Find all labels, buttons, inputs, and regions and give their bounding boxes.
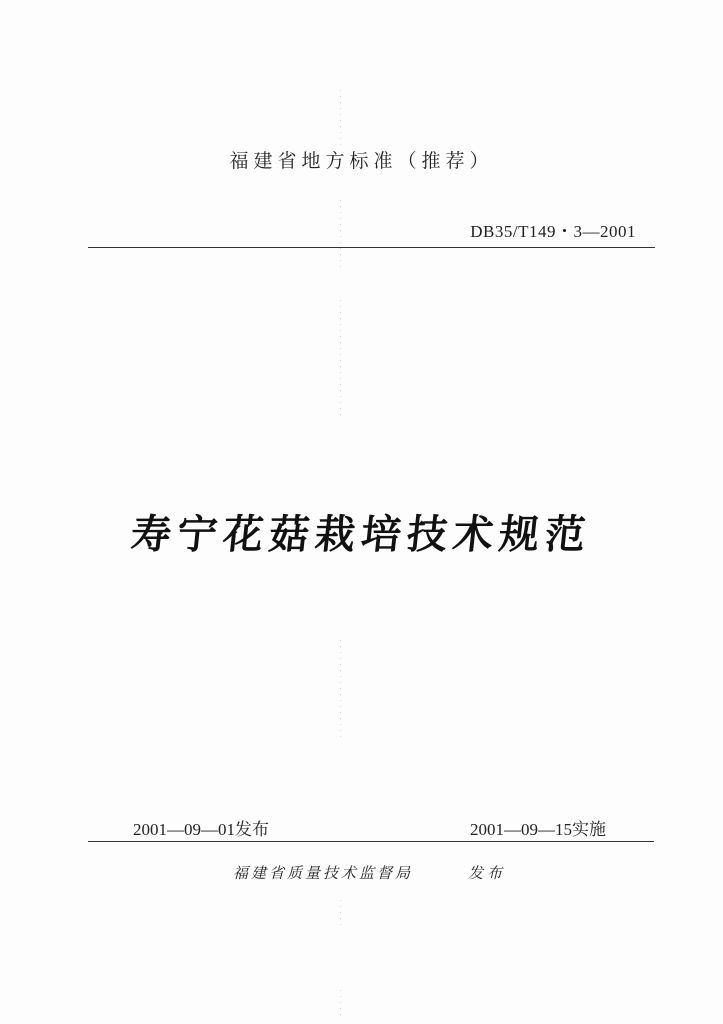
footer-divider	[88, 841, 654, 842]
scan-fold-mark	[340, 300, 341, 420]
scan-fold-mark	[340, 90, 341, 150]
standard-type-heading: 福建省地方标准（推荐）	[229, 150, 494, 172]
scan-fold-mark	[340, 900, 341, 930]
scan-fold-mark	[340, 640, 341, 740]
implementation-date: 2001—09—15实施	[470, 820, 606, 839]
publisher-name: 福建省质量技术监督局	[233, 864, 414, 882]
header-divider	[88, 247, 655, 248]
publish-label: 发布	[468, 864, 507, 882]
scan-fold-mark	[340, 990, 341, 1015]
issue-date: 2001—09—01发布	[133, 820, 269, 839]
standard-code: DB35/T149・3—2001	[470, 222, 636, 241]
document-title: 寿宁花菇栽培技术规范	[128, 511, 594, 558]
scan-fold-mark	[340, 200, 341, 270]
